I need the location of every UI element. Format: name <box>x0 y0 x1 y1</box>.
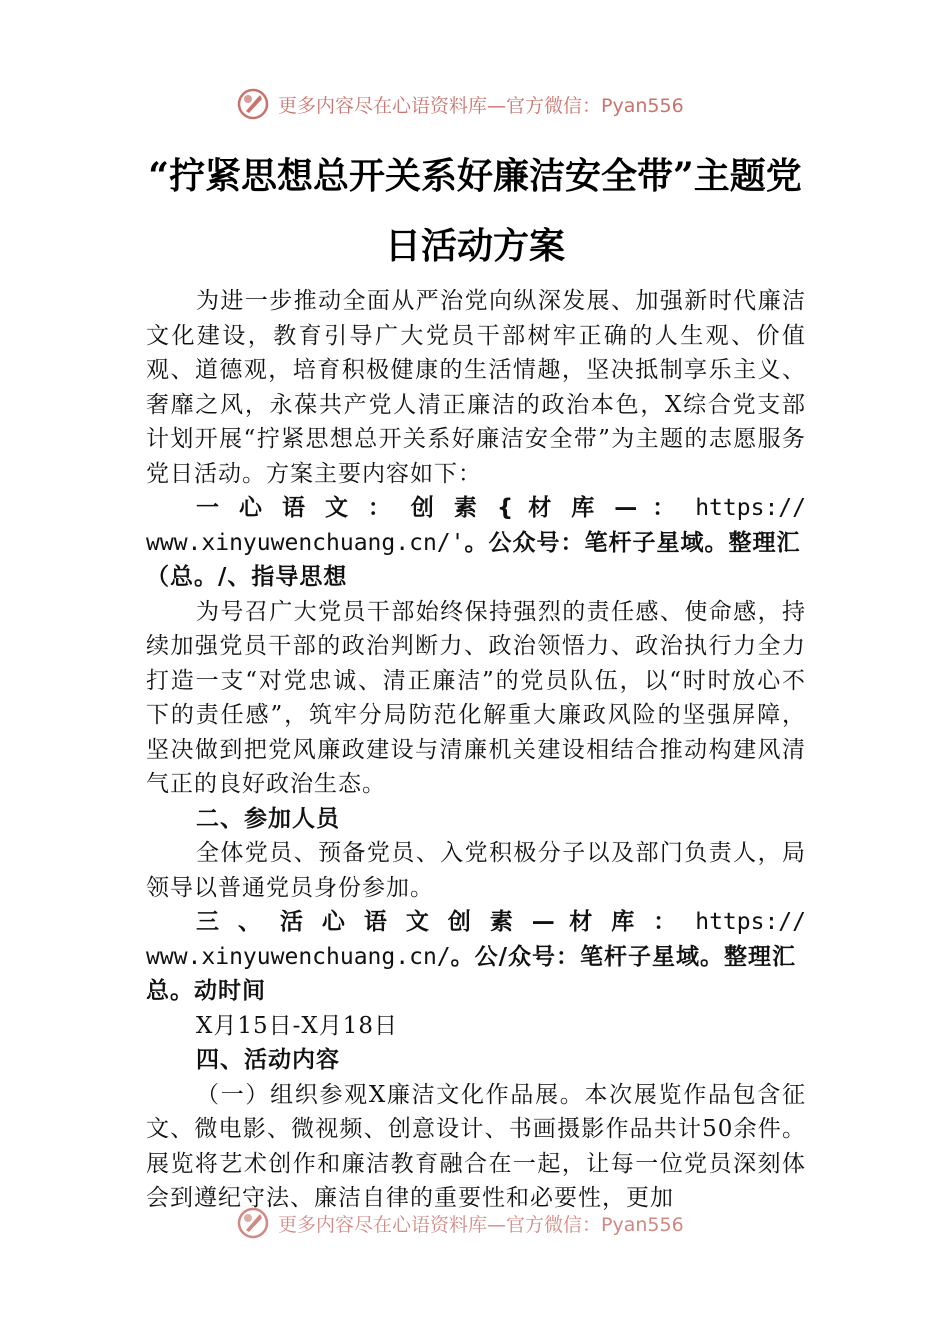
section4-item-1: （一）组织参观X廉洁文化作品展。本次展览作品包含征文、微电影、微视频、创意设计、书画摄影作品共计50余件。展览将艺术创作和廉洁教育融合在一起，让每一位党员深刻体会到遵纪守法、廉洁自律的重要性和必要性，更加 <box>146 1081 806 1211</box>
section1-heading-text: 一 心 语 文 ： 创 素 { 材 库 — ： <box>196 495 682 521</box>
watermark-footer <box>236 1205 684 1241</box>
section3-heading-text: 三 、 活 心 语 文 创 素 — 材 库 ： <box>196 909 682 935</box>
section1-heading-suffix: 。公众号：笔杆子星域。整理汇 <box>464 529 801 556</box>
watermark-text: 更多内容尽在心语资料库—官方微信：Pyan556 <box>278 94 684 117</box>
watermark-header <box>236 86 684 122</box>
brand-logo-icon <box>236 1206 270 1240</box>
section3-heading-line-2 <box>146 940 806 975</box>
section3-url-part-2: www.xinyuwenchuang.cn/ <box>146 943 451 970</box>
section3-heading-line-1 <box>146 905 806 940</box>
document-title-line-2: 日活动方案 <box>384 225 565 267</box>
activity-date: X月15日-X月18日 <box>196 1012 399 1039</box>
section4-heading: 四、活动内容 <box>196 1047 340 1073</box>
section1-url-part-1: https:// <box>695 495 806 521</box>
section2-heading: 二、参加人员 <box>196 805 340 832</box>
watermark-text: 更多内容尽在心语资料库—官方微信：Pyan556 <box>278 1213 684 1236</box>
brand-logo-icon <box>236 87 270 121</box>
section1-body: 为号召广大党员干部始终保持强烈的责任感、使命感，持续加强党员干部的政治判断力、政治领悟力、政治执行力全力打造一支“对党忠诚、清正廉洁”的党员队伍，以“时时放心不下的责任感”，筑牢分局防范化解重大廉政风险的坚强屏障，坚决做到把党风廉政建设与清廉机关建设相结合推动构建风清气正的良好政治生态。 <box>146 598 806 797</box>
section1-heading-line-3: （总。/、指导思想 <box>146 564 348 590</box>
section1-url-part-2: www.xinyuwenchuang.cn/' <box>146 529 465 556</box>
section1-heading-line-2 <box>146 526 806 561</box>
document-body <box>146 284 806 1216</box>
section3-heading-line-3: 总。动时间 <box>146 978 266 1004</box>
section2-body: 全体党员、预备党员、入党积极分子以及部门负责人，局领导以普通党员身份参加。 <box>146 840 806 901</box>
intro-paragraph: 为进一步推动全面从严治党向纵深发展、加强新时代廉洁文化建设，教育引导广大党员干部树牢正确的人生观、价值观、道德观，培育积极健康的生活情趣，坚决抵制享乐主义、奢靡之风，永葆共产党人清正廉洁的政治本色，X综合党支部计划开展“拧紧思想总开关系好廉洁安全带”为主题的志愿服务党日活动。方案主要内容如下： <box>146 288 806 487</box>
section1-heading-line-1 <box>146 491 806 526</box>
section3-url-part-1: https:// <box>695 909 806 935</box>
section3-heading-suffix: 。公/众号：笔杆子星域。整理汇 <box>450 943 797 970</box>
document-title-line-1: “拧紧思想总开关系好廉洁安全带”主题党 <box>148 155 802 197</box>
